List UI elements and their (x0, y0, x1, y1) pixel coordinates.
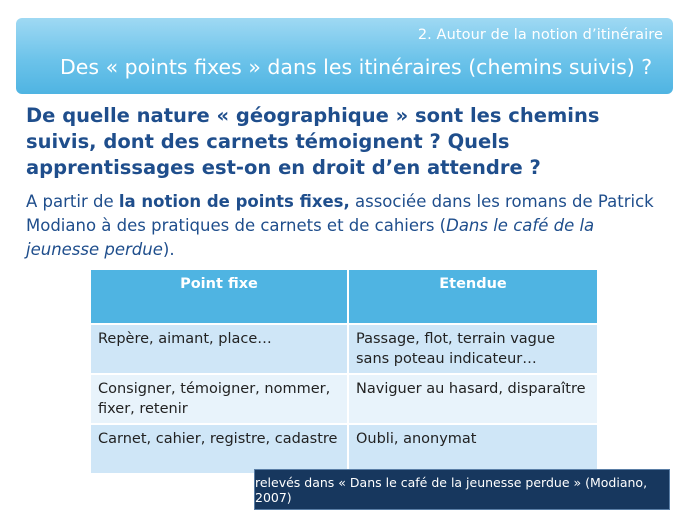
table-row (90, 324, 598, 374)
header-point-fixe: Point fixe (90, 269, 348, 324)
intro-text-3: ). (162, 240, 175, 259)
section-subtitle: 2. Autour de la notion d’itinéraire (417, 27, 663, 43)
table-cell: Passage, flot, terrain vague sans poteau indicateur… (348, 324, 598, 374)
intro-text-1: A partir de (26, 192, 119, 211)
main-question: De quelle nature « géographique » sont les chemins suivis, dont des carnets témoignent ? Quels apprentissages est-on en droit d’en attendre ? (26, 104, 600, 179)
comparison-table (89, 268, 599, 475)
table-cell: Carnet, cahier, registre, cadastre (90, 424, 348, 474)
header-etendue: Etendue (348, 269, 598, 324)
slide-title: Des « points fixes » dans les itinéraires (chemins suivis) ? (60, 55, 653, 79)
table-cell: Oubli, anonymat (348, 424, 598, 474)
table-header-row (90, 269, 598, 324)
intro-bold-text: la notion de points fixes, (118, 192, 350, 211)
intro-text-2: associée dans les romans de Patrick Modiano à des pratiques de carnets et de cahiers ( (26, 192, 654, 235)
table-cell: Consigner, témoigner, nommer, fixer, retenir (90, 374, 348, 424)
table-row (90, 424, 598, 474)
table-row (90, 374, 598, 424)
intro-paragraph (26, 190, 666, 262)
table-cell: Naviguer au hasard, disparaître (348, 374, 598, 424)
source-caption: relevés dans « Dans le café de la jeunesse perdue » (Modiano, 2007) (254, 469, 670, 510)
book-title: Dans le café de la jeunesse perdue (26, 216, 595, 259)
table-cell: Repère, aimant, place… (90, 324, 348, 374)
